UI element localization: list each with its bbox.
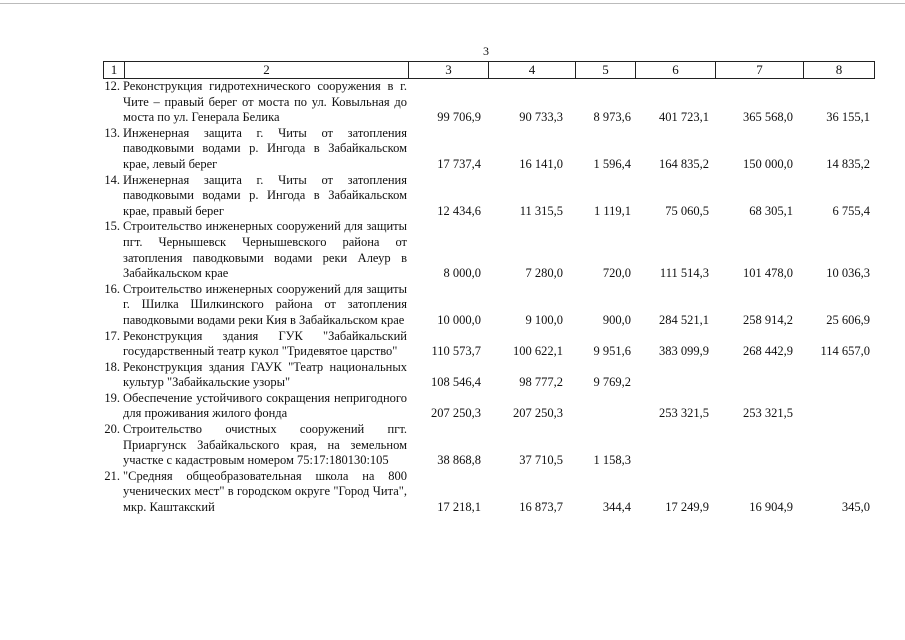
value-col-3: 17 218,1 — [437, 500, 481, 515]
value-col-3: 17 737,4 — [437, 156, 481, 171]
value-col-7: 150 000,0 — [743, 156, 793, 171]
row-description: Инженерная защита г. Читы от затопления паводковыми водами р. Ингода в Забайкальском крае, правый берег — [123, 172, 407, 218]
value-col-6: 253 321,5 — [659, 406, 709, 421]
value-col-8: 10 036,3 — [826, 266, 870, 281]
table-row — [103, 329, 873, 360]
row-number: 18. — [104, 359, 120, 374]
table-row — [103, 360, 873, 391]
header-col-6: 6 — [635, 62, 715, 78]
value-col-8: 25 606,9 — [826, 312, 870, 327]
value-col-3: 207 250,3 — [431, 406, 481, 421]
value-col-5: 8 973,6 — [593, 110, 631, 125]
row-description: Строительство очистных сооружений пгт. Приаргунск Забайкальского края, на земельном участке с кадастровым номером 75:17:180130:105 — [123, 422, 407, 468]
header-col-4: 4 — [488, 62, 575, 78]
table-row — [103, 422, 873, 469]
value-col-3: 8 000,0 — [443, 266, 481, 281]
value-col-4: 9 100,0 — [525, 312, 563, 327]
value-col-5: 720,0 — [602, 266, 631, 281]
header-col-1: 1 — [110, 62, 118, 77]
value-col-3: 38 868,8 — [437, 453, 481, 468]
value-col-4: 207 250,3 — [513, 406, 563, 421]
value-col-6: 401 723,1 — [659, 110, 709, 125]
value-col-4: 100 622,1 — [513, 344, 563, 359]
row-number: 20. — [104, 422, 120, 437]
value-col-3: 10 000,0 — [437, 312, 481, 327]
value-col-8: 6 755,4 — [832, 203, 870, 218]
value-col-5: 1 158,3 — [593, 453, 631, 468]
table-header — [103, 61, 875, 79]
value-col-7: 68 305,1 — [749, 203, 793, 218]
value-col-5: 1 596,4 — [593, 156, 631, 171]
value-col-5: 344,4 — [602, 500, 631, 515]
row-number: 21. — [104, 468, 120, 483]
value-col-6: 75 060,5 — [665, 203, 709, 218]
header-col-2: 2 — [124, 62, 408, 78]
row-description: Строительство инженерных сооружений для защиты г. Шилка Шилкинского района от затопления паводковыми водами реки Кия в Забайкальском крае — [123, 281, 407, 327]
value-col-7: 101 478,0 — [743, 266, 793, 281]
value-col-6: 111 514,3 — [659, 266, 709, 281]
value-col-4: 98 777,2 — [519, 375, 563, 390]
table-row — [103, 126, 873, 173]
page-number: 3 — [483, 44, 489, 58]
row-description: Строительство инженерных сооружений для защиты пгт. Чернышевск Чернышевского района от затопления паводковыми водами реки Алеур в Забайкальском крае — [123, 219, 407, 281]
row-number: 12. — [104, 79, 120, 93]
value-col-8: 345,0 — [841, 500, 870, 515]
value-col-7: 16 904,9 — [749, 500, 793, 515]
row-number: 13. — [104, 125, 120, 140]
value-col-7: 253 321,5 — [743, 406, 793, 421]
header-col-8: 8 — [803, 62, 874, 78]
value-col-4: 11 315,5 — [519, 203, 563, 218]
top-rule — [0, 3, 905, 4]
row-number: 16. — [104, 281, 120, 296]
header-col-5: 5 — [575, 62, 635, 78]
row-number: 19. — [104, 390, 120, 405]
row-description: Инженерная защита г. Читы от затопления паводковыми водами р. Ингода в Забайкальском крае, левый берег — [123, 125, 407, 171]
row-description: "Средняя общеобразовательная школа на 800 ученических мест" в городском округе "Город Чита", мкр. Каштакский — [123, 468, 407, 515]
value-col-4: 90 733,3 — [519, 110, 563, 125]
value-col-5: 1 119,1 — [593, 203, 631, 218]
row-number: 14. — [104, 172, 120, 187]
value-col-5: 900,0 — [602, 312, 631, 327]
header-col-7: 7 — [715, 62, 803, 78]
value-col-7: 365 568,0 — [743, 110, 793, 125]
table-row — [103, 219, 873, 281]
header-col-3: 3 — [408, 62, 488, 78]
row-number: 15. — [104, 219, 120, 234]
table-row — [103, 282, 873, 329]
value-col-6: 17 249,9 — [665, 500, 709, 515]
value-col-7: 268 442,9 — [743, 344, 793, 359]
value-col-4: 16 141,0 — [519, 156, 563, 171]
table-row — [103, 173, 873, 220]
table-row — [103, 79, 873, 126]
value-col-8: 114 657,0 — [820, 344, 870, 359]
table-body — [103, 79, 873, 516]
value-col-8: 14 835,2 — [826, 156, 870, 171]
row-description: Обеспечение устойчивого сокращения непригодного для проживания жилого фонда — [123, 390, 407, 421]
value-col-3: 108 546,4 — [431, 375, 481, 390]
value-col-3: 99 706,9 — [437, 110, 481, 125]
value-col-6: 284 521,1 — [659, 312, 709, 327]
row-number: 17. — [104, 328, 120, 343]
value-col-7: 258 914,2 — [743, 312, 793, 327]
row-description: Реконструкция здания ГАУК "Театр национальных культур "Забайкальские узоры" — [123, 359, 407, 390]
value-col-5: 9 769,2 — [593, 375, 631, 390]
value-col-4: 37 710,5 — [519, 453, 563, 468]
row-description: Реконструкция гидротехнического сооружения в г. Чите – правый берег от моста по ул. Ковыльная до моста по ул. Генерала Белика — [123, 79, 407, 125]
value-col-4: 16 873,7 — [519, 500, 563, 515]
value-col-3: 110 573,7 — [431, 344, 481, 359]
value-col-5: 9 951,6 — [593, 344, 631, 359]
table-row — [103, 469, 873, 516]
table-row — [103, 391, 873, 422]
value-col-4: 7 280,0 — [525, 266, 563, 281]
value-col-6: 164 835,2 — [659, 156, 709, 171]
value-col-3: 12 434,6 — [437, 203, 481, 218]
value-col-8: 36 155,1 — [826, 110, 870, 125]
row-description: Реконструкция здания ГУК "Забайкальский государственный театр кукол "Тридевятое царство" — [123, 328, 407, 359]
value-col-6: 383 099,9 — [659, 344, 709, 359]
